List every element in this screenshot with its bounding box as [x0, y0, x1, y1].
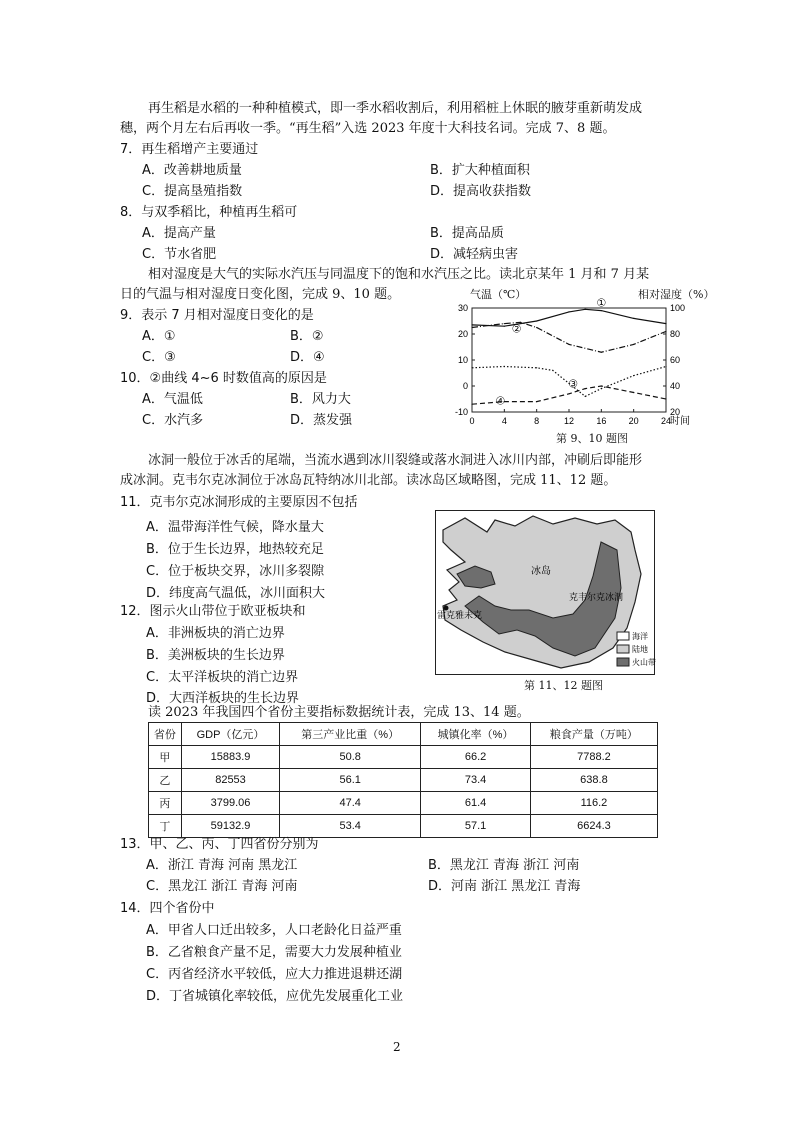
q12-option-b: B．美洲板块的生长边界 [146, 648, 285, 663]
table-cell: 丁 [149, 815, 182, 838]
y-right-tick-label: 100 [670, 303, 686, 313]
map-label-iceland: 冰岛 [531, 566, 551, 577]
q14-option-d: D．丁省城镇化率较低，应优先发展重化工业 [146, 989, 404, 1004]
table-header-cell: 省份 [149, 723, 182, 746]
q12-stem: 12．图示火山带位于欧亚板块和 [120, 604, 306, 619]
intro-7-8-line1: 再生稻是水稻的一种种植模式，即一季水稻收割后，利用稻桩上休眠的腋芽重新萌发成 [148, 101, 643, 116]
table-header-row [149, 723, 658, 746]
q13-stem: 13．甲、乙、丙、丁四省份分别为 [120, 837, 319, 852]
chart-right-axis-label: 相对湿度（%） [638, 288, 715, 301]
series-4-point [601, 385, 602, 386]
legend-swatch-land [617, 645, 629, 653]
series-2-point [665, 331, 666, 332]
table-row [149, 769, 658, 792]
province-stats-table [148, 722, 658, 838]
q11-option-d: D．纬度高气温低，冰川面积大 [146, 586, 326, 601]
q9-stem: 9．表示 7 月相对湿度日变化的是 [120, 308, 314, 323]
series-4-point [471, 404, 472, 405]
series-label-2: ② [511, 323, 522, 336]
series-1-point [601, 310, 602, 311]
table-cell: 47.4 [280, 792, 421, 815]
x-axis-label: 时间 [670, 416, 690, 427]
q7-option-a: A．改善耕地质量 [142, 163, 242, 178]
table-cell: 66.2 [421, 746, 531, 769]
y-right-tick-label: 40 [670, 381, 681, 391]
y-left-tick-label: 20 [457, 329, 468, 339]
y-left-tick-label: 10 [457, 355, 468, 365]
q14-stem: 14．四个省份中 [120, 901, 215, 916]
x-tick-label: 16 [596, 416, 607, 426]
series-1-point [665, 323, 666, 324]
q10-stem: 10．②曲线 4~6 时数值高的原因是 [120, 371, 327, 386]
map-label-cave: 克韦尔克冰洞 [569, 592, 624, 602]
q8-option-a: A．提高产量 [142, 226, 216, 241]
table-cell: 15883.9 [181, 746, 279, 769]
q13-option-b: B．黑龙江 青海 浙江 河南 [428, 858, 580, 873]
q7-stem: 7．再生稻增产主要通过 [120, 142, 259, 157]
table-cell: 73.4 [421, 769, 531, 792]
series-1-point [504, 326, 505, 327]
q12-option-d: D．大西洋板块的生长边界 [146, 691, 300, 706]
iceland-map [435, 510, 655, 675]
table-cell: 61.4 [421, 792, 531, 815]
series-1-point [585, 309, 586, 310]
x-tick-label: 4 [501, 416, 507, 426]
series-2-point [504, 323, 505, 324]
table-cell: 59132.9 [181, 815, 279, 838]
series-4-point [585, 388, 586, 389]
intro-13-14: 读 2023 年我国四个省份主要指标数据统计表，完成 13、14 题。 [148, 705, 530, 720]
q12-option-c: C．太平洋板块的消亡边界 [146, 670, 299, 685]
series-1-point [471, 324, 472, 325]
series-4-point [568, 393, 569, 394]
series-2-point [536, 327, 537, 328]
series-label-1: ① [596, 297, 607, 310]
series-2-point [471, 327, 472, 328]
table-row [149, 792, 658, 815]
q10-option-c: C．水汽多 [142, 413, 204, 428]
intro-7-8-line2: 穗，两个月左右后再收一季。“再生稻”入选 2023 年度十大科技名词。完成 7、8 题。 [120, 121, 616, 136]
q9-option-b: B．② [290, 329, 324, 344]
y-left-tick-label: -10 [454, 407, 468, 417]
q14-option-a: A．甲省人口迁出较多，人口老龄化日益严重 [146, 923, 402, 938]
table-cell: 638.8 [530, 769, 657, 792]
table-cell: 53.4 [280, 815, 421, 838]
chart-caption: 第 9、10 题图 [556, 432, 628, 445]
q7-option-b: B．扩大种植面积 [430, 163, 530, 178]
q14-option-c: C．丙省经济水平较低，应大力推进退耕还湖 [146, 967, 403, 982]
q11-stem: 11．克韦尔克冰洞形成的主要原因不包括 [120, 495, 358, 510]
table-cell: 7788.2 [530, 746, 657, 769]
q7-option-c: C．提高垦殖指数 [142, 184, 243, 199]
series-3-point [601, 388, 602, 389]
table-cell: 57.1 [421, 815, 531, 838]
intro-9-10-line2: 日的气温与相对湿度日变化图，完成 9、10 题。 [120, 287, 401, 302]
intro-11-12-line2: 成冰洞。克韦尔克冰洞位于冰岛瓦特纳冰川北部。读冰岛区域略图，完成 11、12 题。 [120, 473, 617, 488]
legend-label-volcanic: 火山带 [632, 658, 656, 667]
series-1-point [633, 318, 634, 319]
intro-11-12-line1: 冰洞一般位于冰舌的尾端，当流水遇到冰川裂缝或落水洞进入冰川内部，冲刷后即能形 [148, 453, 643, 468]
table-cell: 丙 [149, 792, 182, 815]
x-tick-label: 12 [563, 416, 575, 426]
q11-option-c: C．位于板块交界，冰川多裂隙 [146, 564, 325, 579]
table-cell: 116.2 [530, 792, 657, 815]
legend-label-ocean: 海洋 [632, 632, 648, 641]
series-2-point [633, 344, 634, 345]
q13-option-a: A．浙江 青海 河南 黑龙江 [146, 858, 298, 873]
table-cell: 3799.06 [181, 792, 279, 815]
q9-option-c: C．③ [142, 350, 176, 365]
table-cell: 50.8 [280, 746, 421, 769]
x-tick-label: 20 [628, 416, 639, 426]
q7-option-d: D．提高收获指数 [430, 184, 532, 199]
series-1-point [568, 311, 569, 312]
q13-option-c: C．黑龙江 浙江 青海 河南 [146, 879, 298, 894]
q8-option-b: B．提高品质 [430, 226, 504, 241]
q8-option-c: C．节水省肥 [142, 247, 217, 262]
q13-option-d: D．河南 浙江 黑龙江 青海 [428, 879, 581, 894]
chart-left-axis-label: 气温（℃） [470, 288, 527, 301]
q12-option-a: A．非洲板块的消亡边界 [146, 626, 285, 641]
table-cell: 6624.3 [530, 815, 657, 838]
y-left-tick-label: 0 [462, 381, 468, 391]
q9-option-d: D．④ [290, 350, 325, 365]
q10-option-d: D．蒸发强 [290, 413, 353, 428]
x-tick-label: 0 [469, 416, 475, 426]
x-tick-label: 24 [660, 416, 672, 426]
temperature-humidity-chart [452, 297, 712, 448]
y-right-tick-label: 60 [670, 355, 681, 365]
table-cell: 甲 [149, 746, 182, 769]
page-number: 2 [393, 1040, 401, 1054]
series-4-point [665, 398, 666, 399]
series-1-point [536, 320, 537, 321]
table-header-cell: 第三产业比重（%） [280, 723, 421, 746]
table-header-cell: 城镇化率（%） [421, 723, 531, 746]
series-2-point [568, 344, 569, 345]
table-header-cell: GDP（亿元） [181, 723, 279, 746]
intro-9-10-line1: 相对湿度是大气的实际水汽压与同温度下的饱和水汽压之比。读北京某年 1 月和 7 月某 [148, 267, 650, 282]
table-cell: 56.1 [280, 769, 421, 792]
legend-swatch-volcanic [617, 658, 629, 666]
q14-option-b: B．乙省粮食产量不足，需要大力发展种植业 [146, 945, 402, 960]
table-row [149, 815, 658, 838]
series-3-point [585, 396, 586, 397]
series-3-point [552, 370, 553, 371]
series-3-point [665, 366, 666, 367]
y-left-tick-label: 30 [457, 303, 468, 313]
series-3-point [504, 366, 505, 367]
q8-stem: 8．与双季稻比，种植再生稻可 [120, 205, 298, 220]
series-3-point [633, 375, 634, 376]
series-4-point [536, 401, 537, 402]
x-tick-label: 8 [534, 416, 540, 426]
q10-option-a: A．气温低 [142, 392, 203, 407]
q10-option-b: B．风力大 [290, 392, 351, 407]
q11-option-a: A．温带海洋性气候，降水量大 [146, 520, 324, 535]
series-label-3: ③ [568, 378, 578, 391]
legend-swatch-ocean [617, 632, 629, 640]
q9-option-a: A．① [142, 329, 176, 344]
map-label-city: 雷克雅未克 [437, 610, 483, 620]
table-cell: 82553 [181, 769, 279, 792]
series-label-4: ④ [495, 395, 506, 408]
legend-label-land: 陆地 [632, 645, 648, 654]
table-cell: 乙 [149, 769, 182, 792]
q8-option-d: D．减轻病虫害 [430, 247, 519, 262]
series-line-2 [472, 322, 666, 352]
table-header-cell: 粮食产量（万吨） [530, 723, 657, 746]
series-3-point [471, 367, 472, 368]
y-right-tick-label: 80 [670, 329, 681, 339]
series-3-point [536, 367, 537, 368]
q11-option-b: B．位于生长边界，地热较充足 [146, 542, 324, 557]
table-row [149, 746, 658, 769]
series-4-point [633, 392, 634, 393]
series-2-point [601, 352, 602, 353]
map-caption: 第 11、12 题图 [524, 679, 603, 692]
y-right-tick-label: 20 [670, 407, 681, 417]
